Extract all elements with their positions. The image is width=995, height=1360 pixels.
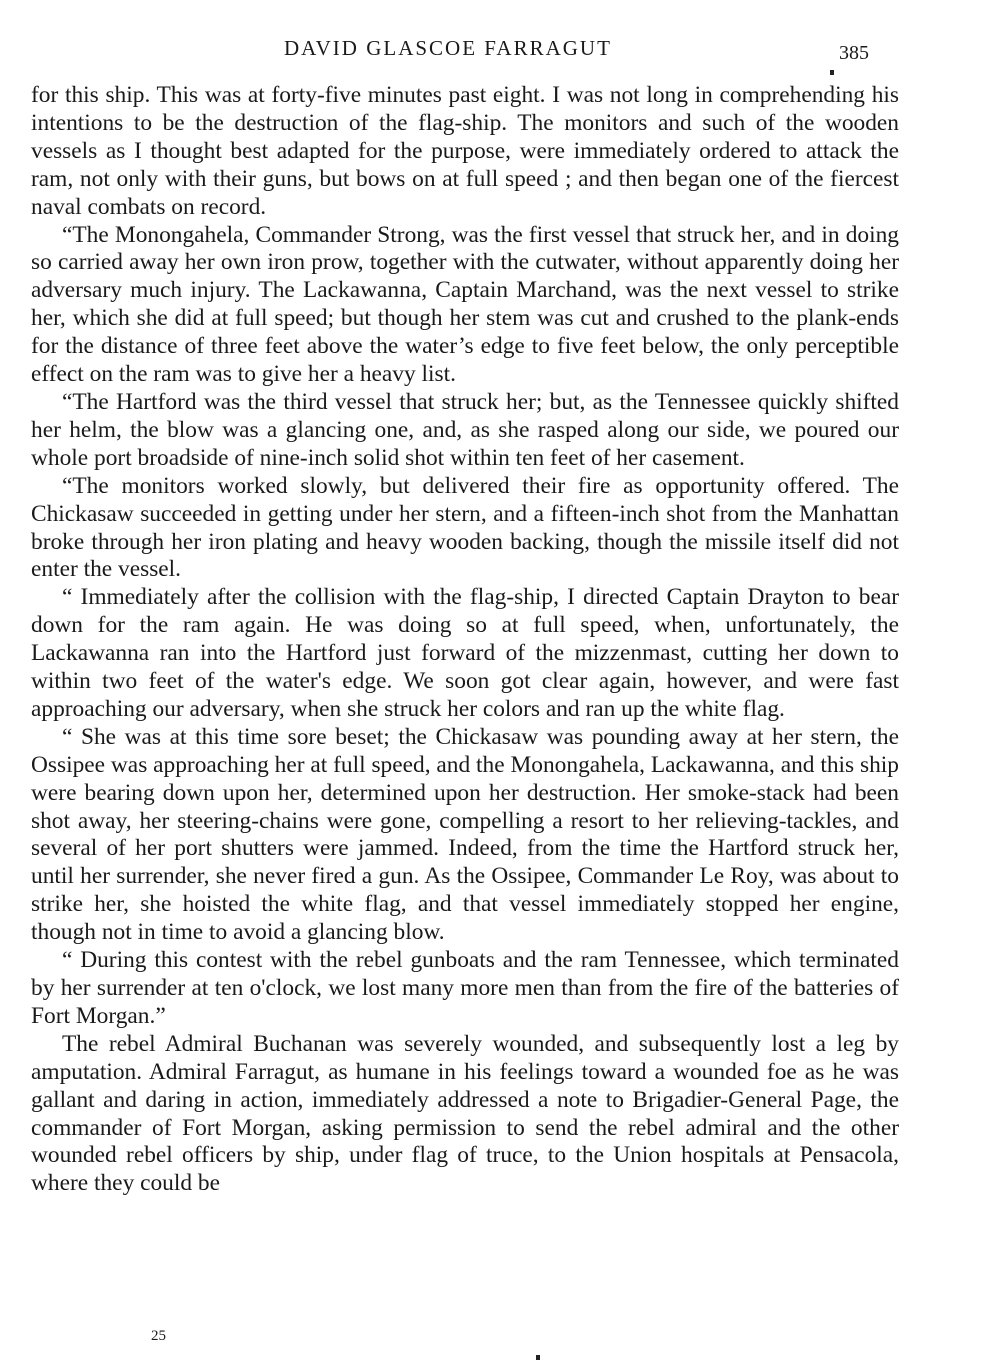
page-number: 385: [839, 42, 869, 64]
paragraph-collision: “ Immediately after the collision with the flag-ship, I directed Captain Drayton to bear down for the ram again. He was doing so at full speed, when, unfortunately, the Lackawanna ran into the Hartford just forward of the mizzenmast, cutting her down to within two feet of the water's edge. We soon got clear again, however, and were fast approaching our adversary, when she struck her colors and ran up the white flag.: [31, 584, 899, 722]
body-text: [31, 82, 899, 1198]
signature-mark: 25: [151, 1328, 166, 1344]
running-head: [0, 36, 995, 66]
running-title: DAVID GLASCOE FARRAGUT: [284, 36, 612, 60]
paragraph-monongahela: “The Monongahela, Commander Strong, was the first vessel that struck her, and in doing so carried away her own iron prow, together with the cutwater, without apparently doing her adversary much injury. The Lackawanna, Captain Marchand, was the next vessel to strike her, which she did at full speed; but though her stem was cut and crushed to the plank-ends for the distance of three feet above the water’s edge to five feet below, the only perceptible effect on the ram was to give her a heavy list.: [31, 221, 899, 388]
paragraph-contest: “ During this contest with the rebel gunboats and the ram Tennessee, which terminated by her surrender at ten o'clock, we lost many more men than from the fire of the batteries of Fort Morgan.”: [31, 947, 899, 1029]
paragraph-buchanan: The rebel Admiral Buchanan was severely wounded, and subsequently lost a leg by amputation. Admiral Farragut, as humane in his feelings toward a wounded foe as he was gallant and daring in action, immediately addressed a note to Brigadier-General Page, the commander of Fort Morgan, asking permission to send the rebel admiral and the other wounded rebel officers by ship, under flag of truce, to the Union hospitals at Pensacola, where they could be: [31, 1030, 899, 1197]
ink-speck-bottom: [536, 1355, 540, 1360]
paragraph-monitors: “The monitors worked slowly, but delivered their fire as opportunity offered. The Chickasaw succeeded in getting under her stern, and a fifteen-inch shot from the Manhattan broke through her iron plating and heavy wooden backing, though the missile itself did not enter the vessel.: [31, 472, 899, 583]
ink-speck: [830, 70, 834, 75]
paragraph-sore-beset: “ She was at this time sore beset; the Chickasaw was pounding away at her stern, the Ossipee was approaching her at full speed, and the Monongahela, Lackawanna, and this ship were bearing down upon her, determined upon her destruction. Her smoke-stack had been shot away, her steering-chains were gone, compelling a resort to her relieving-tackles, and several of her port shutters were jammed. Indeed, from the time the Hartford struck her, until her surrender, she never fired a gun. As the Ossipee, Commander Le Roy, was about to strike her, she hoisted the white flag, and that vessel immediately stopped her engine, though not in time to avoid a glancing blow.: [31, 723, 899, 946]
paragraph-hartford: “The Hartford was the third vessel that struck her; but, as the Tennessee quickly shifted her helm, the blow was a glancing one, and, as she rasped along our side, we poured our whole port broadside of nine-inch solid shot within ten feet of her casement.: [31, 388, 899, 471]
paragraph-continuation: for this ship. This was at forty-five minutes past eight. I was not long in comprehending his intentions to be the destruction of the flag-ship. The monitors and such of the wooden vessels as I thought best adapted for the purpose, were immediately ordered to attack the ram, not only with their guns, but bows on at full speed ; and then began one of the fiercest naval combats on record.: [31, 82, 899, 220]
